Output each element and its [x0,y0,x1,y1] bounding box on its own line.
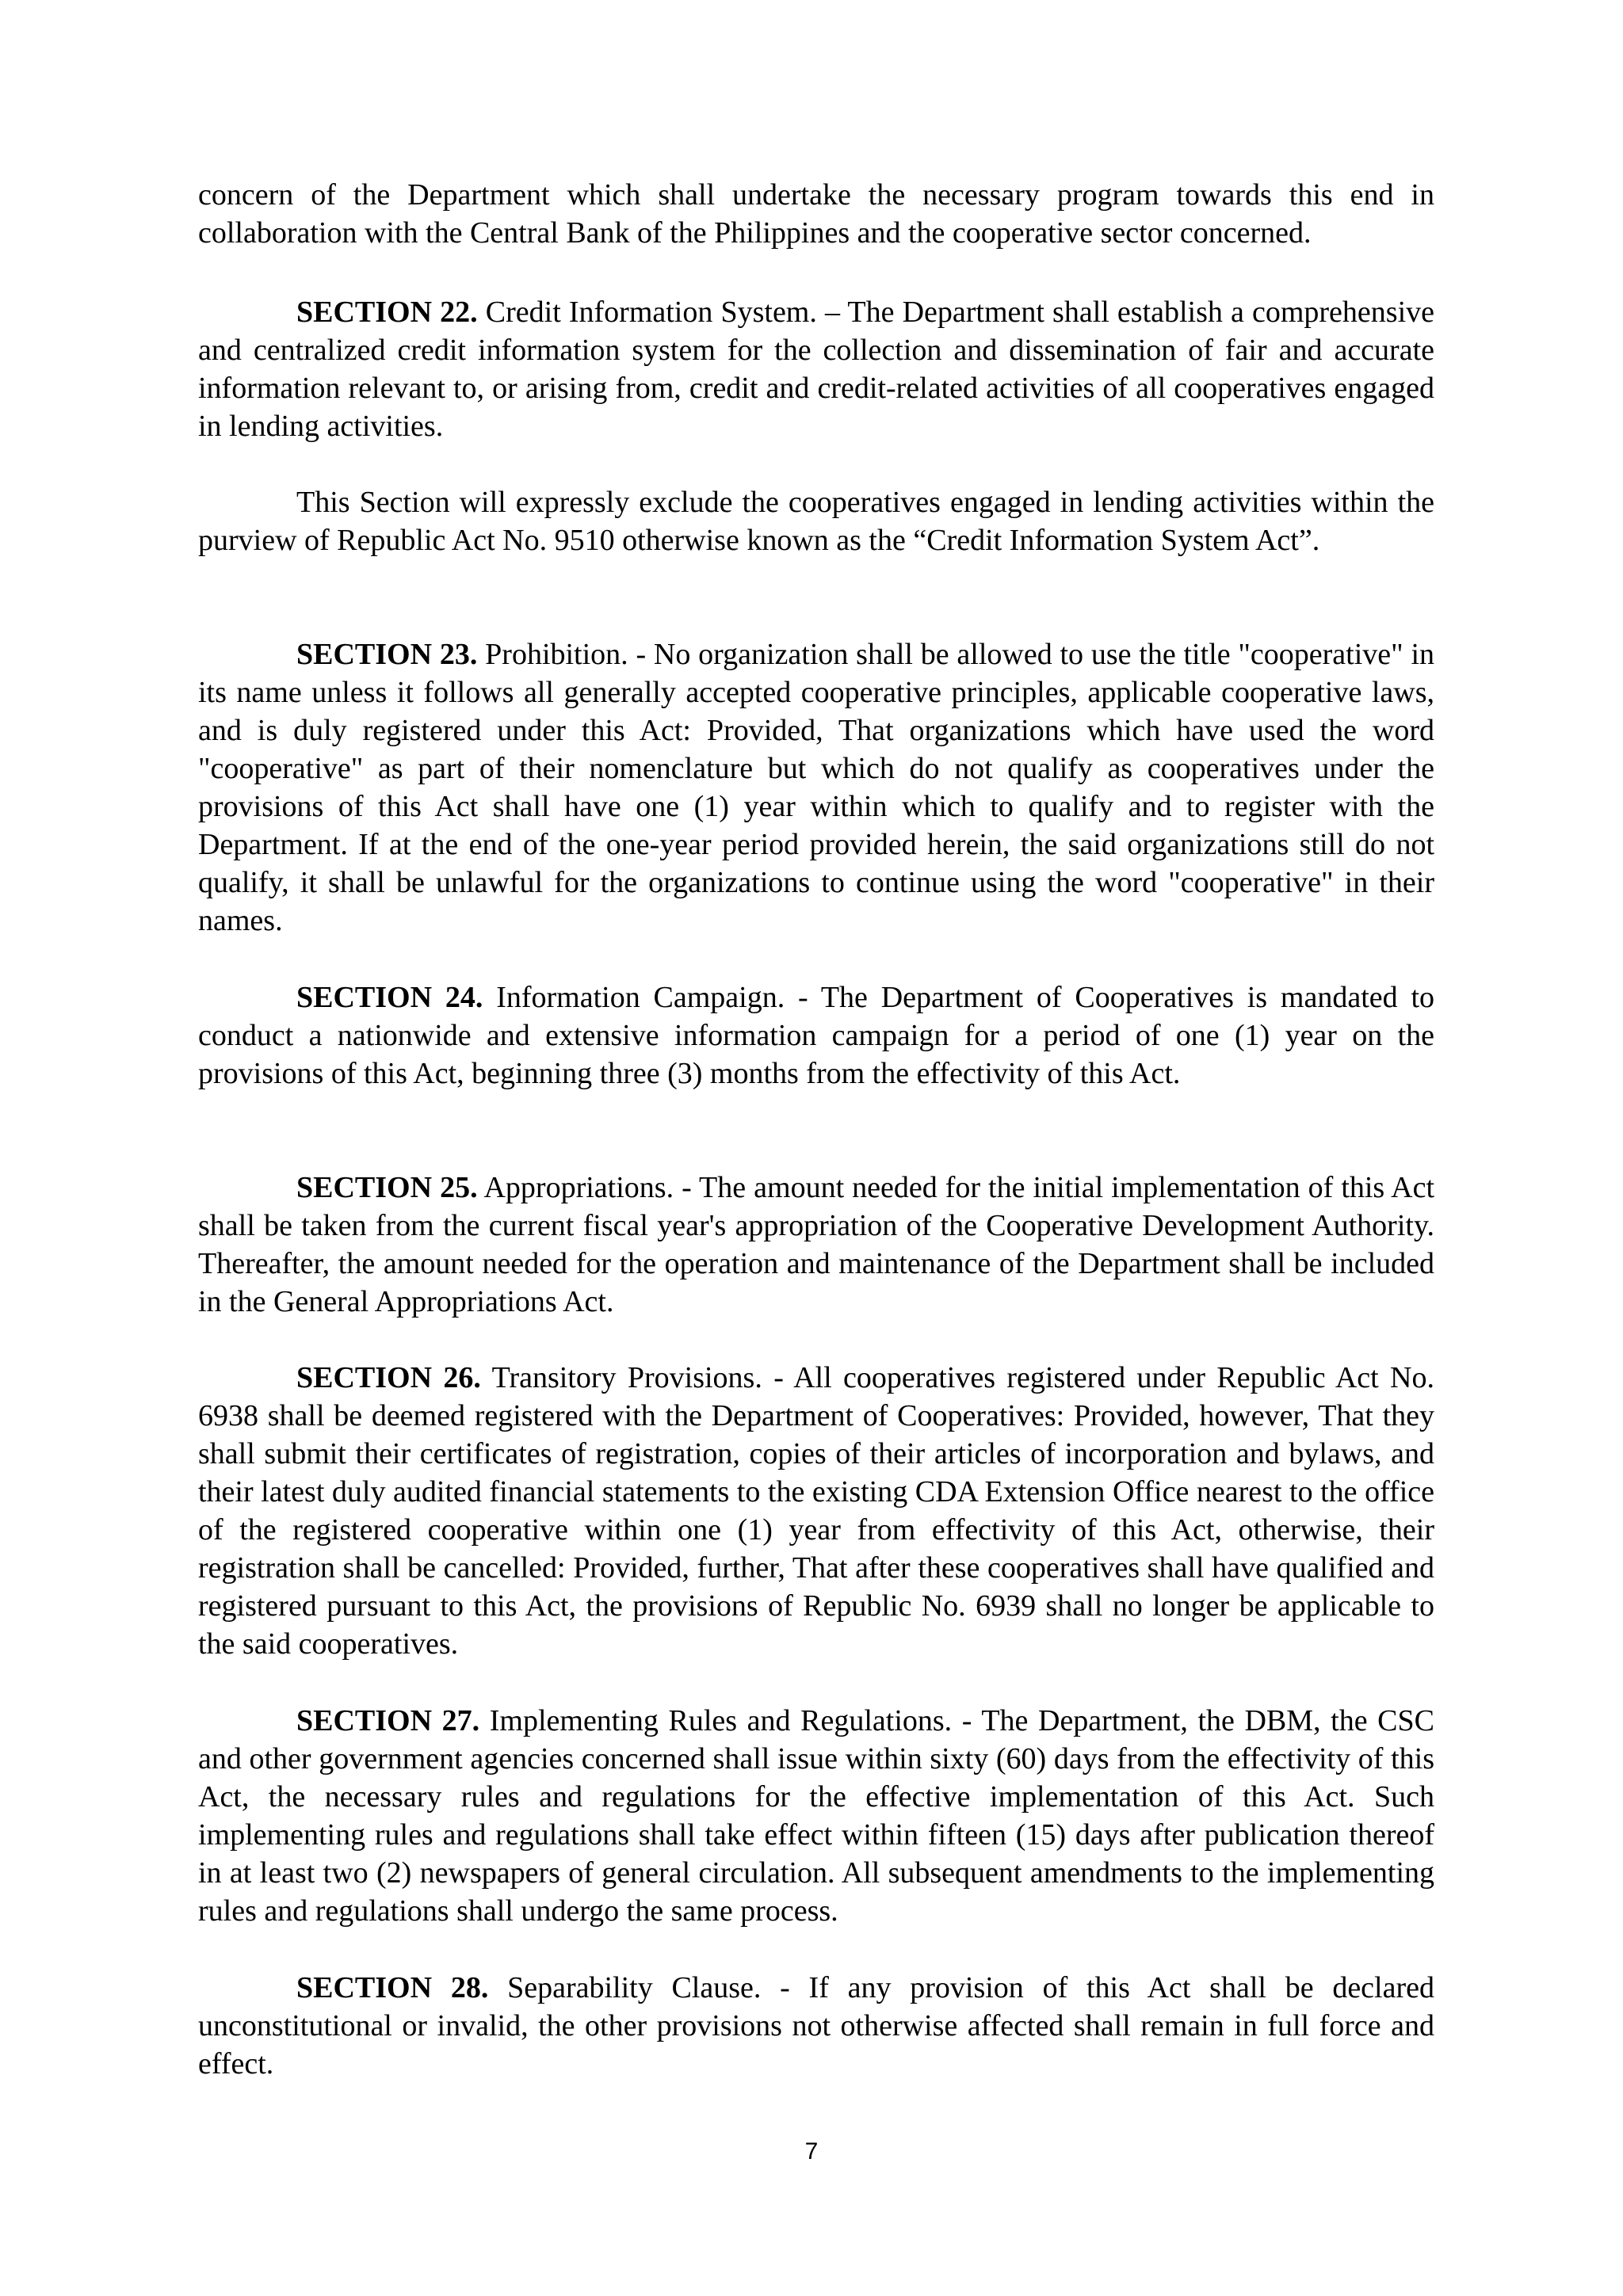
section-27-body: Implementing Rules and Regulations. - The Department, the DBM, the CSC and other government agencies concerned shall issue within sixty (60) days from the effectivity of this Act, the necessary rules and regulations for the effective implementation of this Act. Such implementing rules and regulations shall take effect within fifteen (15) days after publication thereof in at least two (2) newspapers of general circulation. All subsequent amendments to the implementing rules and regulations shall undergo the same process. [198,1704,1434,1928]
section-22-exclusion-paragraph [198,483,1434,559]
section-28-heading: SECTION 28. [296,1971,489,2004]
section-28-body: Separability Clause. - If any provision of this Act shall be declared unconstitutional or invalid, the other provisions not otherwise affected shall remain in full force and effect. [198,1971,1434,2081]
section-26-body: Transitory Provisions. - All cooperatives registered under Republic Act No. 6938 shall be deemed registered with the Department of Cooperatives: Provided, however, That they shall submit their certificates of registration, copies of their articles of incorporation and bylaws, and their latest duly audited financial statements to the existing CDA Extension Office nearest to the office of the registered cooperative within one (1) year from effectivity of this Act, otherwise, their registration shall be cancelled: Provided, further, That after these cooperatives shall have qualified and registered pursuant to this Act, the provisions of Republic No. 6939 shall no longer be applicable to the said cooperatives. [198,1361,1434,1661]
section-24-heading: SECTION 24. [296,981,483,1014]
section-23-heading: SECTION 23. [296,638,478,671]
section-25-body: Appropriations. - The amount needed for the initial implementation of this Act shall be taken from the current fiscal year's appropriation of the Cooperative Development Authority. Thereafter, the amount needed for the operation and maintenance of the Department shall be included in the General Appropriations Act. [198,1171,1435,1318]
section-22-paragraph [198,293,1434,445]
section-26-paragraph [198,1359,1434,1663]
section-28-paragraph [198,1969,1434,2083]
section-23-body: Prohibition. - No organization shall be allowed to use the title "cooperative" in its name unless it follows all generally accepted cooperative principles, applicable cooperative laws, and is duly registered under this Act: Provided, That organizations which have used the word "cooperative" as part of their nomenclature but which do not qualify as cooperatives under the provisions of this Act shall have one (1) year within which to qualify and to register with the Department. If at the end of the one-year period provided herein, the said organizations still do not qualify, it shall be unlawful for the organizations to continue using the word "cooperative" in their names. [198,638,1435,937]
section-27-heading: SECTION 27. [296,1704,480,1737]
page-number: 7 [804,2138,819,2164]
section-25-paragraph [198,1169,1434,1321]
section-27-paragraph [198,1702,1434,1930]
section-22-body: Credit Information System. – The Department shall establish a comprehensive and centralized credit information system for the collection and dissemination of fair and accurate information relevant to, or arising from, credit and credit-related activities of all cooperatives engaged in lending activities. [198,296,1434,443]
section-22-exclusion-body: This Section will expressly exclude the cooperatives engaged in lending activities within the purview of Republic Act No. 9510 otherwise known as the “Credit Information System Act”. [198,486,1434,557]
section-24-body: Information Campaign. - The Department of Cooperatives is mandated to conduct a nationwide and extensive information campaign for a period of one (1) year on the provisions of this Act, beginning three (3) months from the effectivity of this Act. [198,981,1434,1090]
section-23-paragraph [198,635,1434,940]
section-26-heading: SECTION 26. [296,1361,481,1394]
section-22-heading: SECTION 22. [296,296,478,329]
section-24-paragraph [198,978,1434,1093]
continuation-paragraph: concern of the Department which shall undertake the necessary program towards this end in collaboration with the Central Bank of the Philippines and the cooperative sector concerned. [198,178,1434,250]
section-25-heading: SECTION 25. [296,1171,478,1204]
